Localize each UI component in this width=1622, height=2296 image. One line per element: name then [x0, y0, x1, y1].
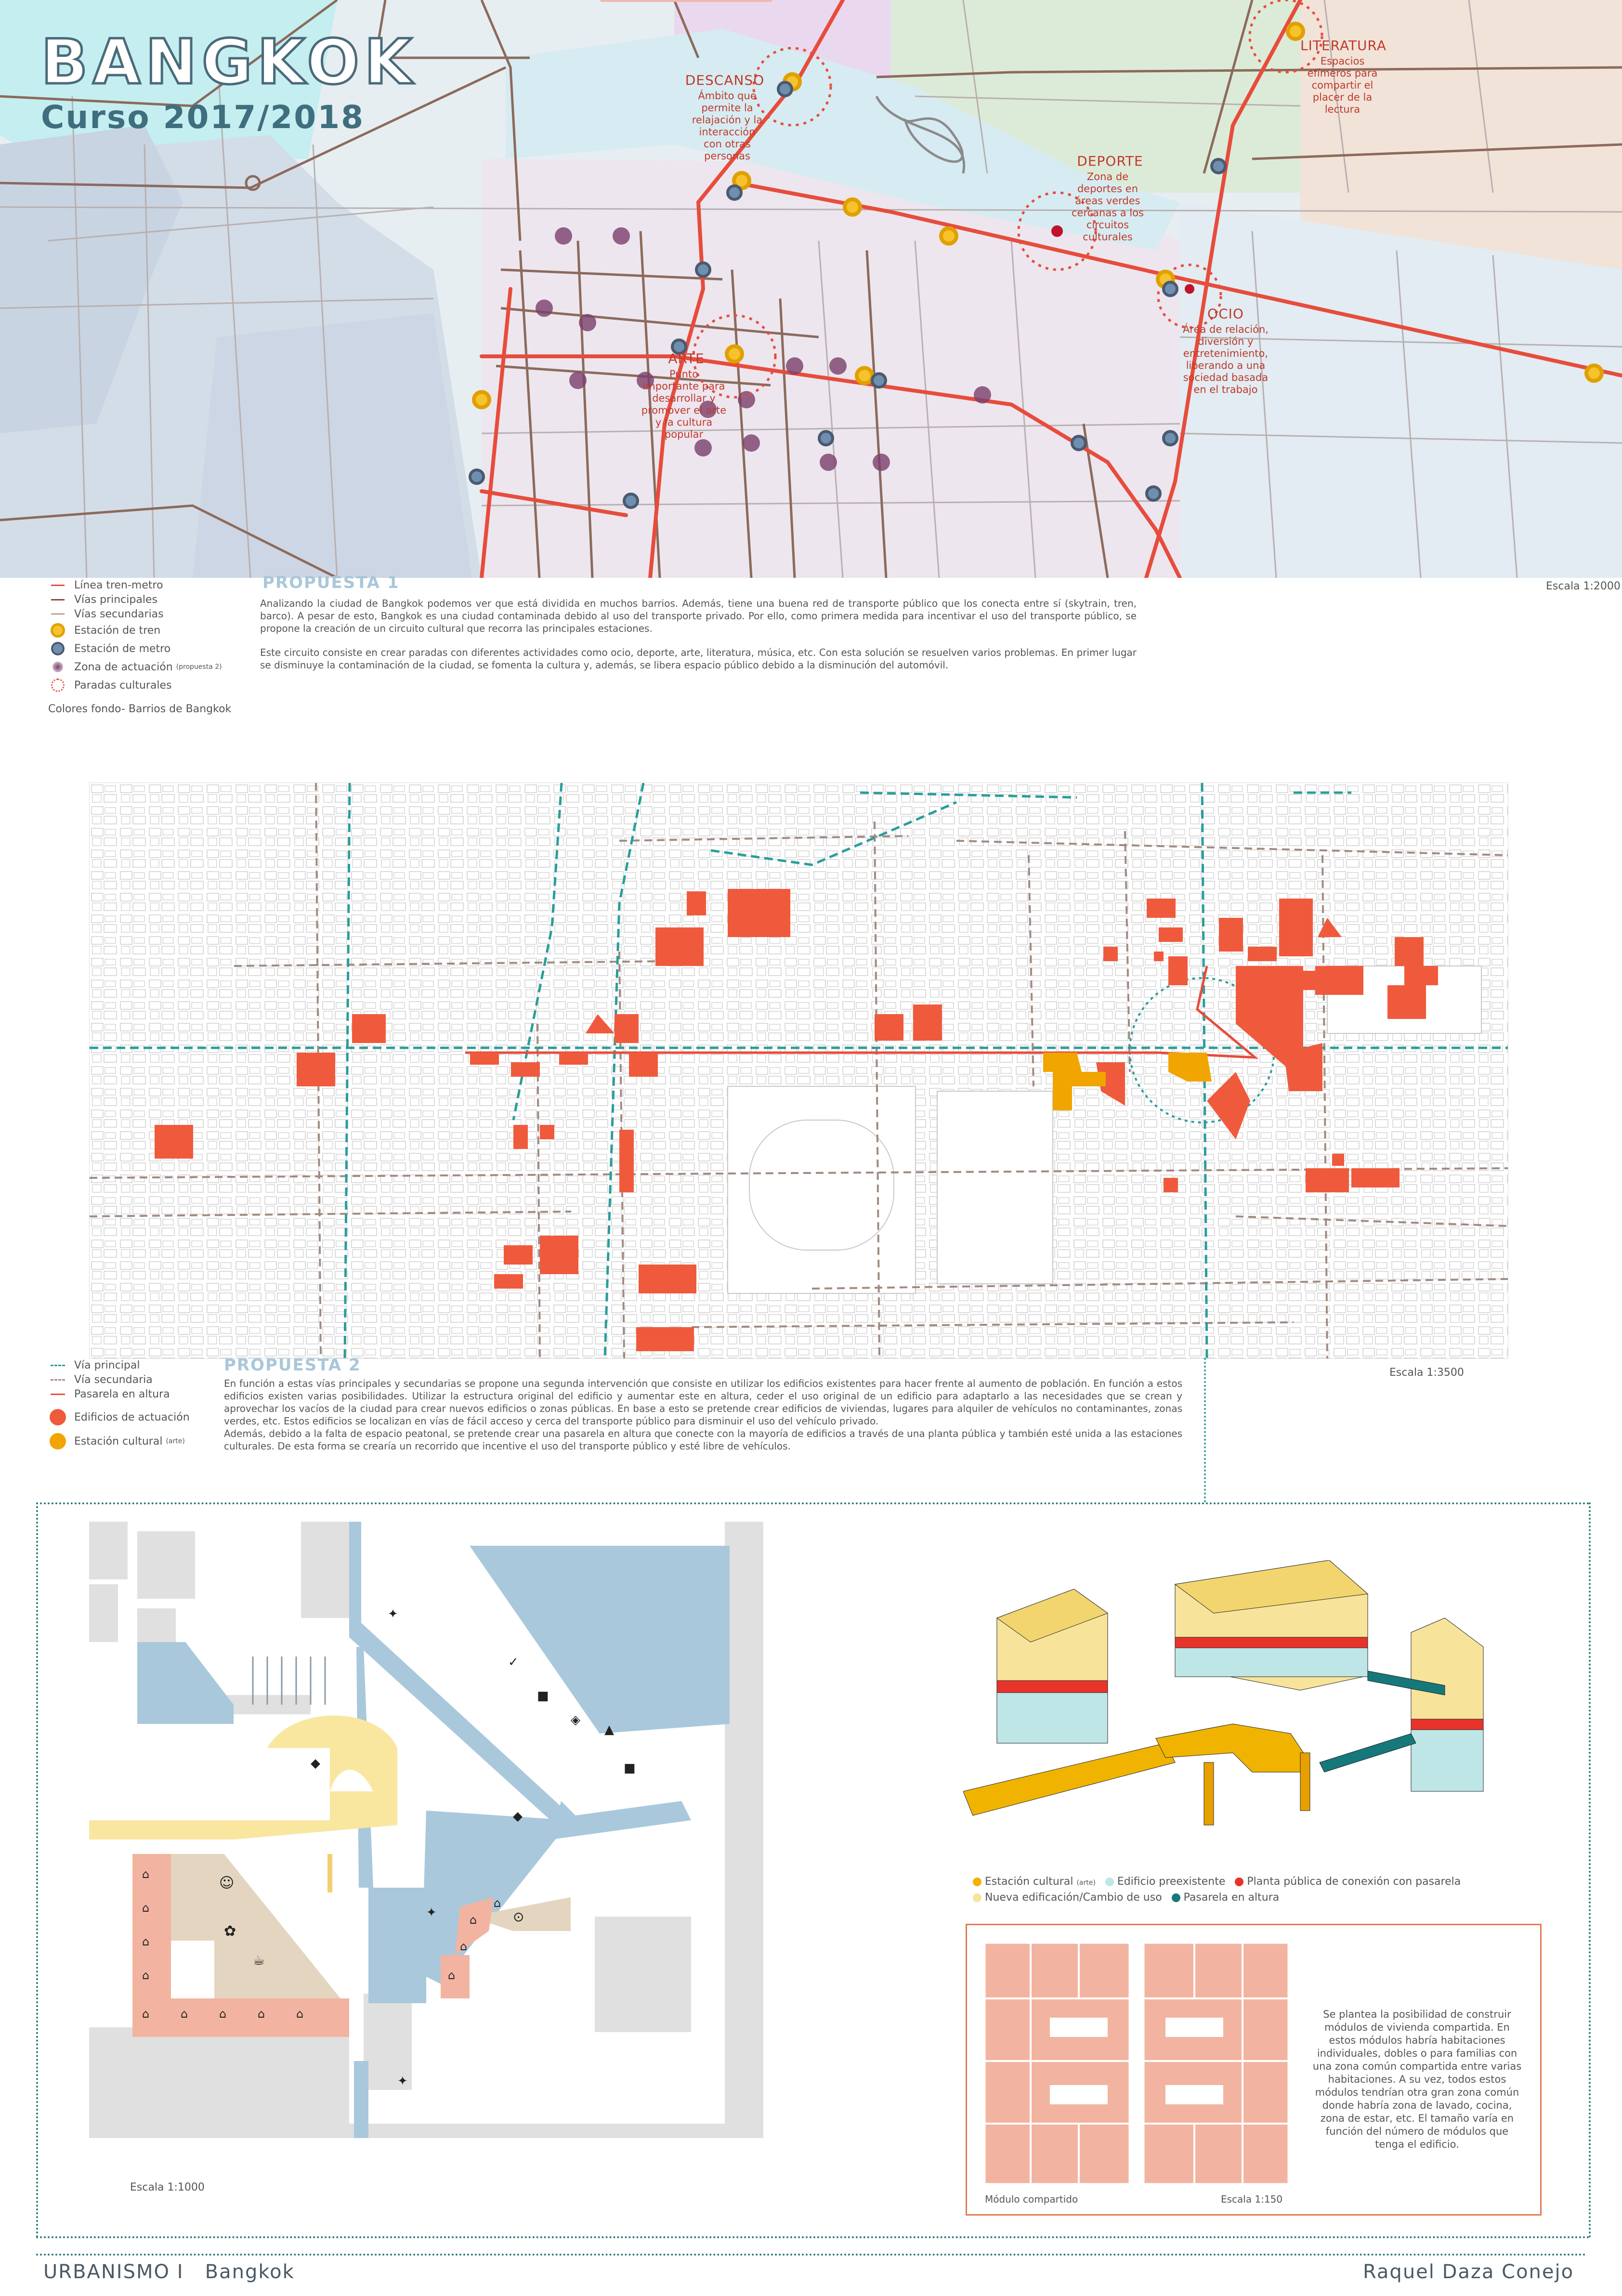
legend-note: (arte) [166, 1437, 185, 1445]
axo-legend-label: Estación cultural [985, 1876, 1073, 1888]
legend-label: Estación cultural [74, 1435, 163, 1448]
stop-deporte-text: Zona de deportes en áreas verdes cercanas a los circuitos culturales [1071, 171, 1144, 243]
axo-legend-item [1172, 1892, 1280, 1904]
legend-item [48, 578, 250, 592]
axo-legend-item [1105, 1876, 1226, 1888]
svg-text:✦: ✦ [397, 2074, 408, 2088]
legend-label: Paradas culturales [74, 679, 172, 691]
thin-brown-line-icon [48, 607, 67, 621]
axo-legend-label: Planta pública de conexión con pasarela [1247, 1876, 1461, 1888]
module-plan[interactable] [982, 1941, 1291, 2186]
proposal-2-para-2: Además, debido a la falta de espacio peatonal, se pretende crear una pasarela en altura que conecte con la mayoría de edificios a través de una planta pública y también esté unida a las estaciones culturales. De esta forma se crearía un recorrido que incentive el uso del transporte público y esté libre de vehículos. [224, 1428, 1182, 1452]
train-station-icon [48, 623, 67, 638]
svg-text:✦: ✦ [388, 1607, 398, 1621]
svg-text:⌂: ⌂ [448, 1969, 456, 1982]
svg-text:✿: ✿ [224, 1923, 236, 1940]
svg-text:⌂: ⌂ [142, 1867, 150, 1881]
axo-legend-label: Edificio preexistente [1117, 1876, 1226, 1888]
page-title: BANGKOK [41, 26, 417, 98]
proposal-1-para-2: Este circuito consiste en crear paradas con diferentes actividades como ocio, deporte, arte, literatura, música, etc. Con esta solución se resuelven varios problemas. En primer lugar se disminuye la contaminación de la ciudad, se fomenta la cultura y, además, se libera espacio público debido a la disminución del automóvil. [260, 647, 1137, 671]
legend-label: Vía principal [74, 1359, 140, 1371]
map1-scale: Escala 1:2000 [1546, 580, 1621, 592]
dotted-circle-icon [48, 678, 67, 692]
legend-proposal-1 [48, 578, 250, 715]
svg-text:⌂: ⌂ [470, 1913, 477, 1927]
svg-text:▲: ▲ [604, 1722, 614, 1737]
red-dot-icon [48, 1410, 67, 1424]
stop-descanso-title: DESCANSO [685, 72, 765, 88]
stop-descanso[interactable] [677, 72, 773, 162]
stop-deporte[interactable] [1067, 153, 1153, 243]
legend-label: Edificios de actuación [74, 1411, 190, 1423]
module-label: Módulo compartido [985, 2193, 1078, 2205]
red-line-icon [48, 1387, 67, 1401]
stop-arte-title: ARTE [668, 351, 705, 366]
svg-text:☺: ☺ [219, 1875, 235, 1892]
proposal-2-para-1: En función a estas vías principales y secundarias se propone una segunda intervención que consiste en utilizar los edificios existentes para hacer frente al aumento de población. En función a estos edificios existen varias posibilidades. Utilizar la estructura original del edificio y aumentar este en altura, ceder el uso original de un edificio para adaptarlo a las necesidades que se crean y aprovechar los vacíos de la ciudad para crear nuevos edificios o zonas públicas. En base a esto se pretende crear edificios de viviendas, lugares para alquiler de vehículos no contaminantes, zonas verdes, etc. Estos edificios se localizan en vías de fácil acceso y cerca del transporte público para disminuir el uso del vehículo privado. [224, 1378, 1182, 1427]
svg-text:⌂: ⌂ [142, 1935, 150, 1948]
red-line-icon [48, 578, 67, 592]
orange-dot-icon [48, 1434, 67, 1448]
stop-arte-text: Punto importante para desarrollar y promover el arte y la cultura popular [641, 368, 727, 440]
module-plan-svg [982, 1941, 1291, 2186]
detail-plan[interactable] [89, 1522, 763, 2138]
brown-line-icon [48, 592, 67, 607]
proposal-1-heading: PROPUESTA 1 [262, 573, 400, 592]
stop-ocio[interactable] [1180, 306, 1271, 396]
svg-text:⌂: ⌂ [258, 2007, 265, 2021]
teal-dash-icon [48, 1358, 67, 1372]
course-label: URBANISMO I [43, 2261, 184, 2283]
svg-text:⊙: ⊙ [513, 1909, 524, 1925]
axo-legend-item [1235, 1876, 1461, 1888]
svg-text:⌂: ⌂ [219, 2007, 227, 2021]
axonometric-view[interactable] [963, 1560, 1503, 1873]
legend-item [48, 1358, 222, 1372]
stop-literatura-title: LITERATURA [1300, 38, 1387, 53]
proposal-1-para-1: Analizando la ciudad de Bangkok podemos ver que está dividida en muchos barrios. Además, tiene una buena red de transporte público que los conecta entre sí (skytrain, tren, barco). A pesar de esto, Bangkok es una ciudad contaminada debido al uso del transporte privado. Por ello, como primera medida para incentivar el uso del transporte público, se propone la creación de un circuito cultural que recorra las principales estaciones. [260, 598, 1137, 634]
legend-item [48, 658, 250, 676]
svg-text:⌂: ⌂ [460, 1940, 468, 1953]
legend-label: Estación de metro [74, 642, 171, 655]
axo-legend-item [973, 1876, 1096, 1888]
legend-item [48, 639, 250, 658]
proposal-1-text [260, 597, 1137, 671]
page-subtitle: Curso 2017/2018 [41, 99, 365, 136]
legend-label: Vía secundaria [74, 1373, 153, 1386]
svg-text:⌂: ⌂ [142, 1969, 150, 1982]
stop-descanso-text: Ámbito que permite la relajación y la interacción con otras personas [692, 90, 763, 162]
stop-arte[interactable] [641, 351, 732, 441]
svg-text:◈: ◈ [571, 1713, 580, 1727]
axonometric-svg [963, 1560, 1503, 1873]
svg-text:✦: ✦ [426, 1905, 437, 1920]
svg-text:✓: ✓ [508, 1655, 519, 1670]
legend-label: Zona de actuación [74, 661, 173, 673]
connector-line [1204, 1358, 1206, 1502]
legend-label: Pasarela en altura [74, 1388, 170, 1400]
legend-item [48, 607, 250, 621]
legend-item [48, 1429, 222, 1453]
author-label: Raquel Daza Conejo [1363, 2261, 1574, 2283]
legend-label: Línea tren-metro [74, 579, 163, 591]
svg-text:◆: ◆ [513, 1809, 523, 1824]
svg-text:⌂: ⌂ [181, 2007, 188, 2021]
legend-label: Estación de tren [74, 624, 161, 637]
stop-literatura-text: Espacios efímeros para compartir el placer de la lectura [1307, 55, 1378, 115]
stop-ocio-text: Área de relación, diversión y entretenimiento, liberando a una sociedad basada en el trabajo [1183, 324, 1269, 395]
detail-scale: Escala 1:1000 [130, 2181, 205, 2193]
svg-text:⌂: ⌂ [494, 1896, 501, 1910]
axo-legend-item [973, 1892, 1162, 1904]
brown-dash-icon [48, 1372, 67, 1387]
footer-left [43, 2261, 295, 2283]
background-note: Colores fondo- Barrios de Bangkok [48, 703, 232, 715]
svg-text:⌂: ⌂ [142, 1901, 150, 1915]
stop-literatura[interactable] [1300, 38, 1397, 116]
city-label: Bangkok [205, 2261, 295, 2283]
stop-ocio-title: OCIO [1207, 306, 1244, 322]
axo-legend-label: Nueva edificación/Cambio de uso [985, 1892, 1162, 1904]
legend-item [48, 1372, 222, 1387]
map2-scale: Escala 1:3500 [1389, 1367, 1464, 1379]
svg-text:■: ■ [624, 1761, 636, 1775]
legend-item [48, 1405, 222, 1429]
axo-legend-note: (arte) [1076, 1879, 1096, 1887]
detail-plan-svg [89, 1522, 763, 2138]
legend-item [48, 676, 250, 694]
module-description: Se plantea la posibilidad de construir módulos de vivienda compartida. En estos módulos habría habitaciones individuales, dobles o para familias con una zona común compartida entre varias habitaciones. A su vez, todos estos módulos tendrían otra gran zona común donde habría zona de lavado, cocina, zona de estar, etc. El tamaño varía en función del número de módulos que tenga el edificio. [1312, 2009, 1522, 2150]
legend-item [48, 621, 250, 639]
proposal-2-text [224, 1377, 1182, 1452]
proposal-2-heading: PROPUESTA 2 [224, 1356, 361, 1375]
legend-label: Vías secundarias [74, 608, 164, 620]
legend-item [48, 1387, 222, 1401]
axo-legend-label: Pasarela en altura [1183, 1892, 1280, 1904]
svg-text:☕: ☕ [253, 1952, 265, 1968]
district-plan[interactable] [89, 783, 1508, 1359]
district-plan-svg [90, 783, 1508, 1358]
legend-note: (propuesta 2) [176, 663, 222, 671]
module-scale: Escala 1:150 [1221, 2193, 1283, 2205]
legend-item [48, 592, 250, 607]
purple-zone-icon [48, 660, 67, 674]
axo-legend [973, 1876, 1517, 1904]
metro-station-icon [48, 641, 67, 656]
legend-label: Vías principales [74, 593, 157, 606]
svg-text:⌂: ⌂ [296, 2007, 304, 2021]
svg-text:■: ■ [537, 1689, 549, 1703]
legend-proposal-2 [48, 1358, 222, 1453]
svg-text:◆: ◆ [311, 1756, 320, 1771]
svg-text:⌂: ⌂ [142, 2007, 150, 2021]
stop-deporte-title: DEPORTE [1077, 153, 1143, 169]
footer-rule [36, 2254, 1587, 2256]
